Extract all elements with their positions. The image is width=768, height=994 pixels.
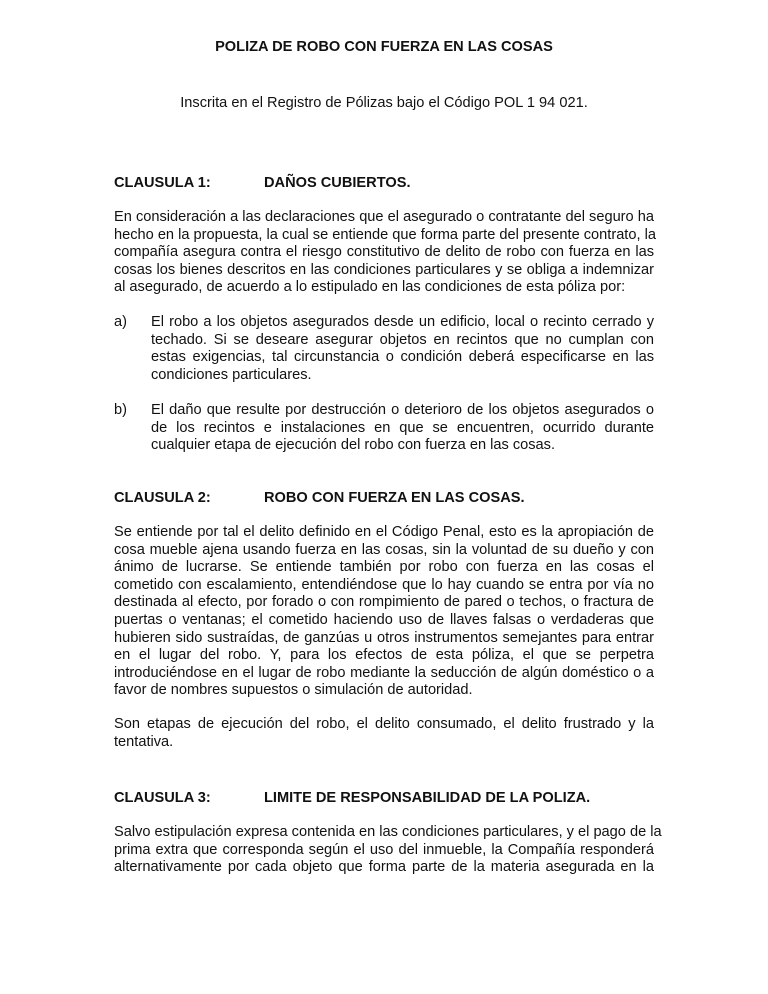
item-text: [151, 314, 654, 384]
text-line: al asegurado, de acuerdo a lo estipulado en las condiciones de esta póliza por:: [114, 279, 626, 296]
clausula-1-heading: [114, 174, 411, 192]
text-line: El robo a los objetos asegurados desde un edificio, local o recinto cerrado y: [151, 314, 654, 330]
item-label: a): [114, 314, 127, 330]
text-line: introduciéndose en el lugar de robo mediante la seducción de algún doméstico o a: [114, 664, 654, 681]
clausula-2-paragraph-2: [114, 716, 654, 751]
text-line: El daño que resulte por destrucción o deterioro de los objetos asegurados o: [151, 402, 654, 418]
clausula-label: CLAUSULA 1:: [114, 175, 211, 191]
text-line: alternativamente por cada objeto que forma parte de la materia asegurada en la: [114, 859, 654, 876]
list-item-b: [114, 402, 654, 456]
text-line: destinada al efecto, por forado o con rompimiento de pared o techos, o fractura de: [114, 594, 654, 611]
text-line: cualquier etapa de ejecución del robo con fuerza en las cosas.: [151, 437, 556, 454]
text-line: condiciones particulares.: [151, 366, 312, 383]
text-line: prima extra que corresponda según el uso del inmueble, la Compañía responderá: [114, 841, 654, 858]
text-line: en el lugar del robo. Y, para los efectos de esta póliza, el que se perpetra: [114, 647, 654, 664]
clausula-title: ROBO CON FUERZA EN LAS COSAS.: [264, 490, 525, 506]
text-line: estas exigencias, tal circunstancia o condición deberá especificarse en las: [151, 349, 654, 366]
text-line: Son etapas de ejecución del robo, el delito consumado, el delito frustrado y la: [114, 716, 654, 732]
clausula-title: LIMITE DE RESPONSABILIDAD DE LA POLIZA.: [264, 790, 591, 806]
text-line: hubieren sido sustraídas, de ganzúas u otros instrumentos semejantes para entrar: [114, 629, 654, 646]
document-title: POLIZA DE ROBO CON FUERZA EN LAS COSAS: [215, 39, 553, 55]
text-line: ánimo de lucrarse. Se entiende también por robo con fuerza en las cosas el: [114, 559, 654, 576]
text-line: Salvo estipulación expresa contenida en las condiciones particulares, y el pago de la: [114, 824, 662, 840]
clausula-3-paragraph: [114, 824, 662, 877]
text-line: hecho en la propuesta, la cual se entiende que forma parte del presente contrato, la: [114, 226, 656, 243]
clausula-2-paragraph: [114, 524, 654, 700]
document-subtitle: Inscrita en el Registro de Pólizas bajo el Código POL 1 94 021.: [180, 95, 588, 111]
clausula-1-paragraph: [114, 209, 654, 297]
text-line: cometido con escalamiento, entendiéndose que lo hay cuando se entra por vía no: [114, 576, 654, 593]
text-line: cosas los bienes descritos en las condiciones particulares y se obliga a indemnizar: [114, 261, 654, 278]
text-line: Se entiende por tal el delito definido en el Código Penal, esto es la apropiación de: [114, 524, 654, 540]
clausula-2-heading: [114, 489, 525, 507]
clausula-label: CLAUSULA 2:: [114, 490, 211, 506]
clausula-3-heading: [114, 789, 591, 807]
clausula-label: CLAUSULA 3:: [114, 790, 211, 806]
text-line: compañía asegura contra el riesgo constitutivo de delito de robo con fuerza en las: [114, 244, 654, 261]
text-line: techado. Si se deseare asegurar objetos en recintos que no cumplan con: [151, 331, 654, 348]
item-label: b): [114, 402, 127, 418]
text-line: de los recintos e instalaciones en que se encuentren, ocurrido durante: [151, 419, 654, 436]
text-line: puertas o ventanas; el cometido haciendo uso de llaves falsas o verdaderas que: [114, 611, 654, 628]
text-line: En consideración a las declaraciones que el asegurado o contratante del seguro ha: [114, 209, 654, 225]
list-item-a: [114, 314, 654, 386]
text-line: cosa mueble ajena usando fuerza en las cosas, sin la voluntad de su dueño y con: [114, 541, 654, 558]
clausula-title: DAÑOS CUBIERTOS.: [264, 175, 411, 191]
text-line: tentativa.: [114, 733, 174, 750]
item-text: [151, 402, 654, 455]
text-line: favor de nombres supuestos o simulación de autoridad.: [114, 682, 473, 699]
